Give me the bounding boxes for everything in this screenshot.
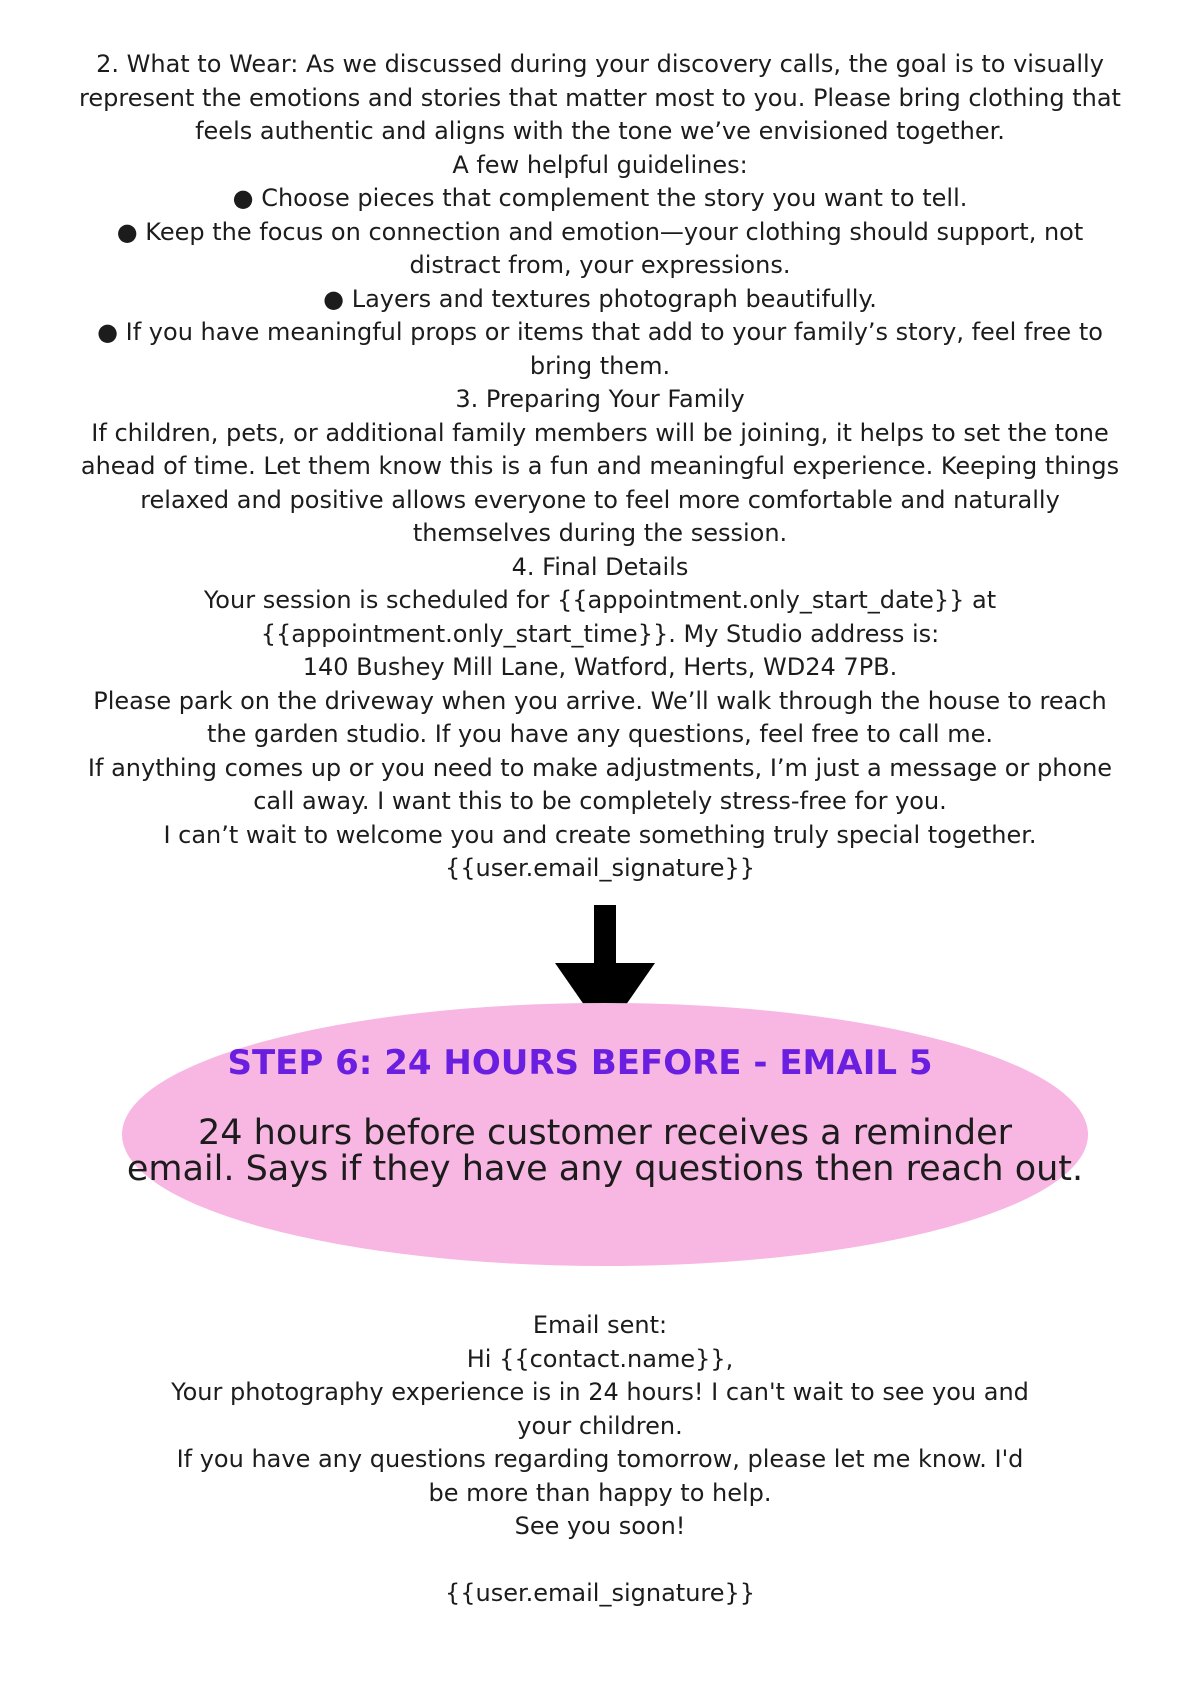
body-line: 2. What to Wear: As we discussed during your discovery calls, the goal is to visually (96, 50, 1104, 78)
bullet-item: ● Choose pieces that complement the story you want to tell. (232, 184, 968, 212)
step-title: STEP 6: 24 HOURS BEFORE - EMAIL 5 (227, 1043, 933, 1083)
email-line: Your photography experience is in 24 hours! I can't wait to see you and (171, 1378, 1029, 1406)
email-line: your children. (517, 1411, 683, 1440)
bullet-item: ● If you have meaningful props or items that add to your family’s story, feel free to (97, 318, 1103, 346)
body-line: If children, pets, or additional family members will be joining, it helps to set the tone (91, 418, 1109, 447)
email-sign-off: See you soon! (514, 1512, 686, 1540)
body-line: ahead of time. Let them know this is a fun and meaningful experience. Keeping things (80, 452, 1120, 480)
email-line: be more than happy to help. (428, 1478, 772, 1507)
email-line: If you have any questions regarding tomorrow, please let me know. I'd (176, 1445, 1024, 1473)
email-label: Email sent: (532, 1311, 668, 1339)
section-heading: 4. Final Details (511, 552, 689, 581)
blank-line (0, 1544, 1200, 1578)
body-line: I can’t wait to welcome you and create something truly special together. (163, 820, 1037, 849)
body-line: represent the emotions and stories that matter most to you. Please bring clothing that (79, 83, 1121, 112)
body-line: If anything comes up or you need to make adjustments, I’m just a message or phone (87, 753, 1113, 782)
step-description-line: email. Says if they have any questions then reach out. (126, 1149, 1084, 1189)
address-line: 140 Bushey Mill Lane, Watford, Herts, WD24 7PB. (302, 653, 898, 681)
step-description (100, 1115, 1110, 1187)
email-greeting: Hi {{contact.name}}, (466, 1344, 734, 1373)
bullet-item: ● Layers and textures photograph beautifully. (323, 284, 877, 313)
body-line: call away. I want this to be completely stress-free for you. (253, 787, 947, 815)
body-line: Your session is scheduled for {{appointment.only_start_date}} at (203, 586, 997, 614)
body-line: relaxed and positive allows everyone to feel more comfortable and naturally (140, 485, 1060, 514)
step-description-line: 24 hours before customer receives a reminder (197, 1113, 1013, 1153)
body-line: A few helpful guidelines: (452, 150, 748, 179)
body-line: distract from, your expressions. (409, 251, 791, 279)
section-heading: 3. Preparing Your Family (455, 385, 745, 413)
body-line: Please park on the driveway when you arrive. We’ll walk through the house to reach (93, 686, 1107, 715)
signature-placeholder: {{user.email_signature}} (444, 854, 756, 882)
email-sent-block (0, 1309, 1200, 1611)
body-line: feels authentic and aligns with the tone we’ve envisioned together. (195, 117, 1005, 145)
body-line: themselves during the session. (412, 519, 788, 547)
body-line: {{appointment.only_start_time}}. My Studio address is: (260, 619, 940, 648)
body-line: bring them. (529, 351, 671, 380)
email-body-previous (0, 48, 1200, 886)
signature-placeholder: {{user.email_signature}} (444, 1579, 756, 1607)
body-line: the garden studio. If you have any questions, feel free to call me. (207, 720, 993, 748)
bullet-item: ● Keep the focus on connection and emotion—your clothing should support, not (116, 217, 1084, 246)
